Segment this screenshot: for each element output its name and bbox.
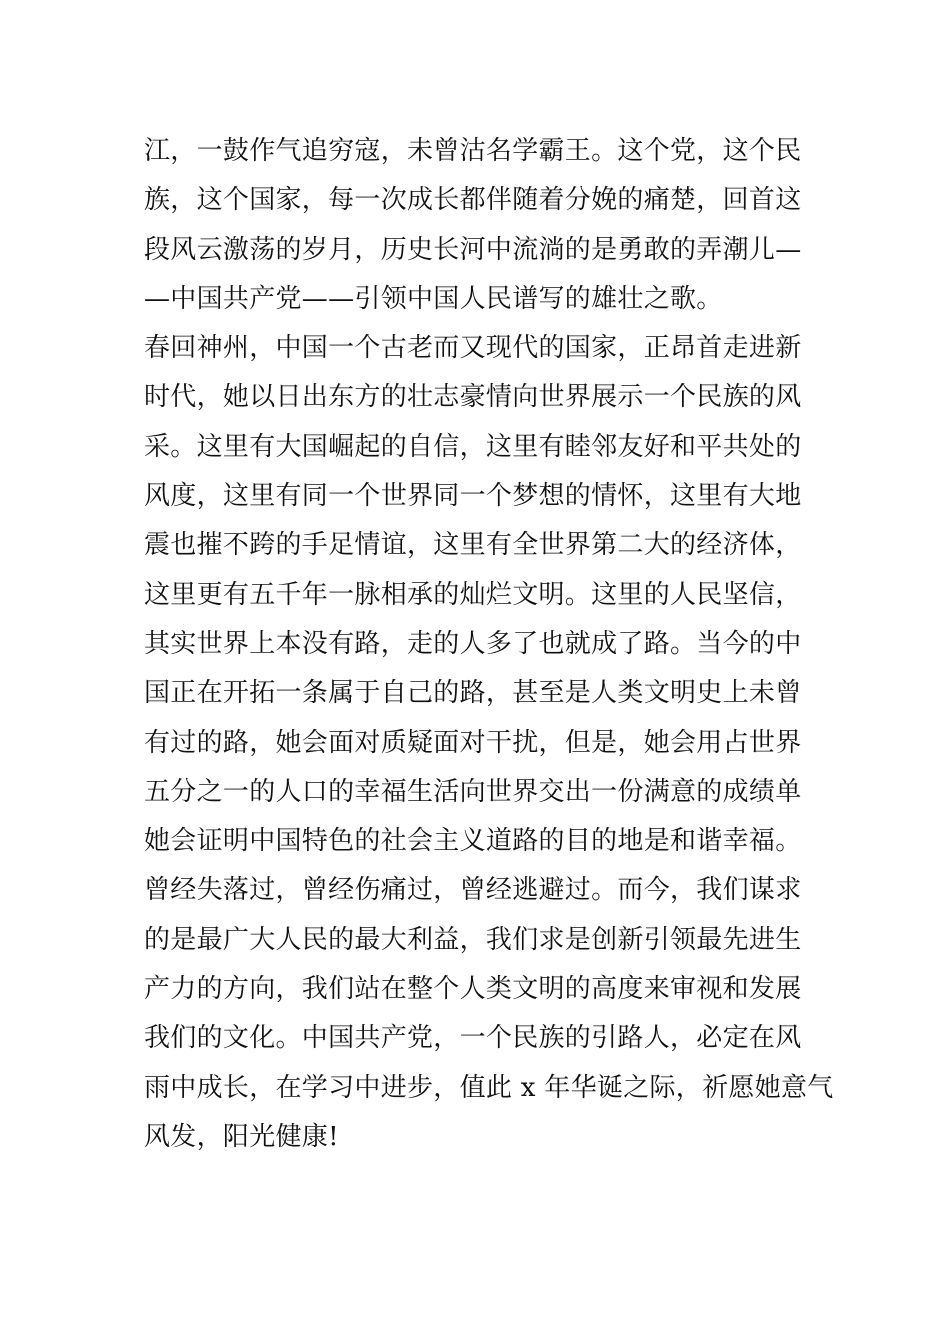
text-line: 风发，阳光健康! bbox=[144, 1121, 339, 1152]
paragraph-2 bbox=[144, 324, 808, 866]
text-line: 她会证明中国特色的社会主义道路的目的地是和谐幸福。 bbox=[144, 826, 802, 857]
text-line: 这里更有五千年一脉相承的灿烂文明。这里的人民坚信， bbox=[144, 579, 802, 610]
paragraph-3 bbox=[144, 866, 834, 1162]
text-line: 国正在开拓一条属于自己的路，甚至是人类文明史上未曾 bbox=[144, 678, 802, 709]
text-line: 曾经失落过，曾经伤痛过，曾经逃避过。而今，我们谋求 bbox=[144, 875, 802, 906]
text-line: 的是最广大人民的最大利益，我们求是创新引领最先进生 bbox=[144, 924, 802, 955]
text-line: 其实世界上本没有路，走的人多了也就成了路。当今的中 bbox=[144, 628, 802, 659]
text-line: 雨中成长，在学习中进步，值此 x 年华诞之际，祈愿她意气 bbox=[144, 1072, 834, 1103]
text-line: 江，一鼓作气追穷寇，未曾沽名学霸王。这个党，这个民 bbox=[144, 136, 802, 166]
text-line: 风度，这里有同一个世界同一个梦想的情怀，这里有大地 bbox=[144, 481, 802, 512]
text-line: 段风云激荡的岁月，历史长河中流淌的是勇敢的弄潮儿— bbox=[144, 234, 802, 265]
text-line: 时代，她以日出东方的壮志豪情向世界展示一个民族的风 bbox=[144, 382, 802, 413]
text-line: 采。这里有大国崛起的自信，这里有睦邻友好和平共处的 bbox=[144, 431, 802, 462]
text-line: 有过的路，她会面对质疑面对干扰，但是，她会用占世界 bbox=[144, 727, 802, 758]
text-line: 我们的文化。中国共产党，一个民族的引路人，必定在风 bbox=[144, 1023, 802, 1054]
text-line: 族，这个国家，每一次成长都伴随着分娩的痛楚，回首这 bbox=[144, 185, 802, 216]
document-body bbox=[144, 127, 834, 1162]
text-line: 震也摧不跨的手足情谊，这里有全世界第二大的经济体， bbox=[144, 530, 802, 561]
paragraph-1 bbox=[144, 127, 808, 324]
text-line: —中国共产党——引领中国人民谱写的雄壮之歌。 bbox=[144, 283, 723, 314]
text-line: 产力的方向，我们站在整个人类文明的高度来审视和发展 bbox=[144, 974, 802, 1005]
text-line: 五分之一的人口的幸福生活向世界交出一份满意的成绩单 bbox=[144, 776, 802, 807]
text-line: 春回神州，中国一个古老而又现代的国家，正昂首走进新 bbox=[144, 333, 802, 364]
